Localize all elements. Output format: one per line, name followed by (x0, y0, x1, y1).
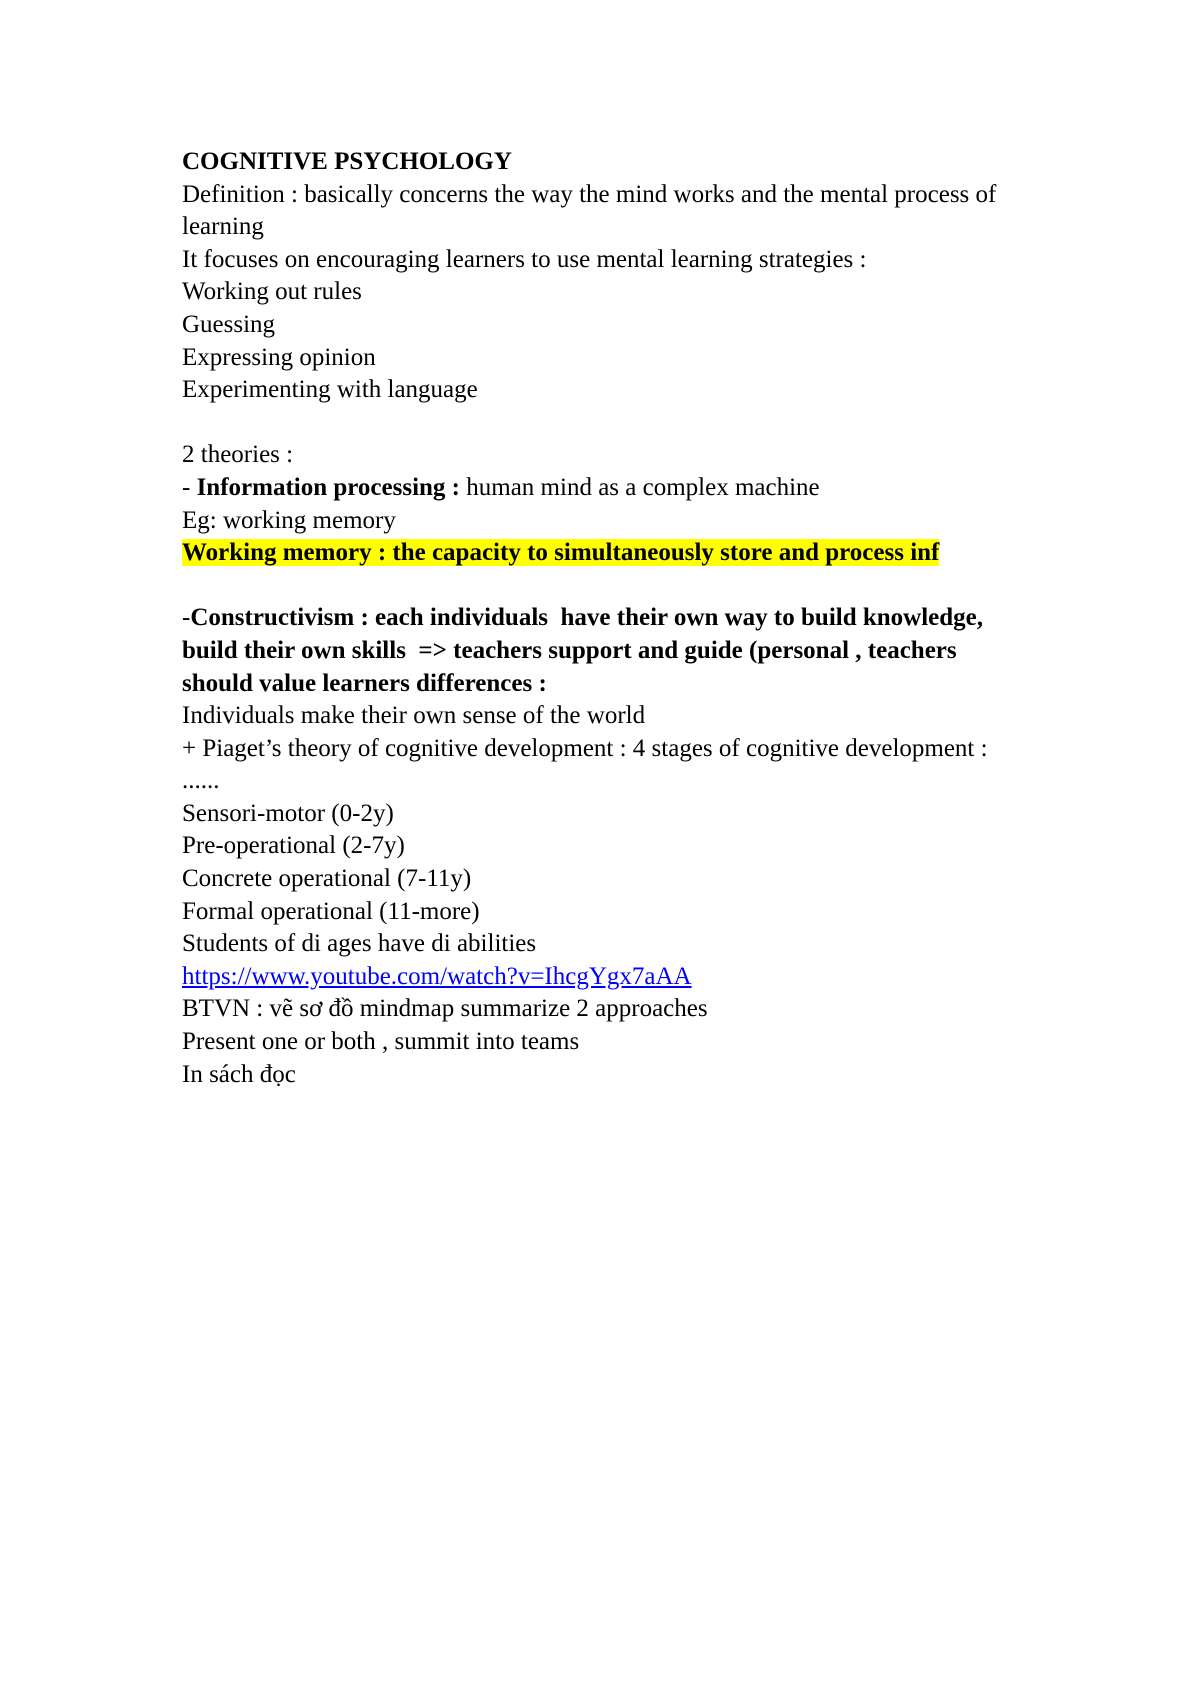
stage-item: Sensori-motor (0-2y) (182, 799, 394, 827)
link-line (182, 961, 1022, 994)
strategy-item: Experimenting with language (182, 376, 478, 404)
example-text: Eg: working memory (182, 506, 396, 534)
btvn-text: BTVN : vẽ sơ đồ mindmap summarize 2 approaches (182, 995, 708, 1023)
document-body (182, 146, 1022, 1091)
stage-item: Formal operational (11-more) (182, 897, 480, 925)
definition-text: Definition : basically concerns the way the mind works and the mental process of learning (182, 180, 1003, 241)
students-text: Students of di ages have di abilities (182, 930, 537, 958)
strategy-item: Guessing (182, 310, 276, 338)
youtube-link[interactable]: https://www.youtube.com/watch?v=IhcgYgx7aAA (182, 962, 692, 990)
document-title: COGNITIVE PSYCHOLOGY (182, 148, 512, 175)
constructivism-prefix: - (182, 604, 191, 632)
info-processing-term: Information processing : (196, 473, 461, 501)
strategy-item: Expressing opinion (182, 343, 376, 371)
focus-text: It focuses on encouraging learners to use mental learning strategies : (182, 245, 867, 273)
highlighted-text: Working memory : the capacity to simultaneously store and process inf (182, 539, 940, 567)
theories-heading: 2 theories : (182, 441, 294, 469)
blank-line (182, 407, 1022, 440)
info-processing-line (182, 472, 1022, 505)
stage-item: Pre-operational (2-7y) (182, 832, 405, 860)
blank-line (182, 570, 1022, 603)
working-memory-definition (182, 537, 1022, 570)
info-processing-desc: human mind as a complex machine (460, 473, 820, 501)
in-sach-text: In sách đọc (182, 1060, 296, 1088)
present-text: Present one or both , summit into teams (182, 1028, 580, 1056)
strategy-item: Working out rules (182, 278, 362, 306)
stage-item: Concrete operational (7-11y) (182, 865, 472, 893)
piaget-text: + Piaget’s theory of cognitive development : 4 stages of cognitive development : ...... (182, 734, 994, 795)
individuals-text: Individuals make their own sense of the world (182, 702, 646, 730)
constructivism-text: Constructivism : each individuals have their own way to build knowledge, build their own skills => teachers support and guide (personal , teachers should value learners differences : (182, 604, 990, 697)
constructivism-line (182, 602, 1022, 700)
info-processing-prefix: - (182, 473, 197, 501)
